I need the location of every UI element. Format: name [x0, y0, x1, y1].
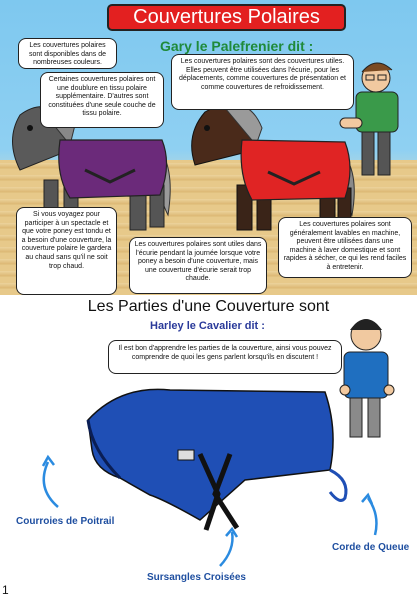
page-number: 1: [2, 583, 9, 597]
gary-speaker-title: Gary le Palefrenier dit :: [160, 38, 314, 54]
section-heading: Les Parties d'une Couverture sont: [87, 298, 330, 315]
speech-bubble-uses: Les couvertures polaires sont des couvertures utiles. Elles peuvent être utilisées dans l'écurie, pour les déplacements, comme couvertures de présentation et comme couvertures de refroidissement.: [171, 54, 354, 110]
page-title: Couvertures Polaires: [107, 4, 346, 31]
label-chest-straps: Courroies de Poitrail: [16, 516, 115, 527]
speech-bubble-travel: Si vous voyagez pour participer à un spectacle et que votre poney est tondu et a besoin d'une couverture, la couverture polaire le gardera au chaud sans qu'il ne soit trop chaud.: [16, 207, 117, 295]
speech-bubble-parts: Il est bon d'apprendre les parties de la couverture, ainsi vous pouvez comprendre de quoi les gens parlent lorsqu'ils en discutent !: [108, 340, 342, 374]
speech-bubble-stable: Les couvertures polaires sont utiles dans l'écurie pendant la journée lorsque votre poney a besoin d'une couverture, mais une couverture d'écurie serait trop chaude.: [129, 237, 267, 294]
label-tail-cord: Corde de Queue: [332, 542, 410, 553]
label-cross-surcingles: Sursangles Croisées: [147, 572, 246, 583]
speech-bubble-lining: Certaines couvertures polaires ont une doublure en tissu polaire supplémentaire. D'autres sont constituées d'une seule couche de tissu polaire.: [40, 72, 164, 128]
speech-bubble-colours: Les couvertures polaires sont disponibles dans de nombreuses couleurs.: [18, 38, 117, 69]
speech-bubble-washable: Les couvertures polaires sont généralement lavables en machine, peuvent être utilisées dans une machine à laver domestique et sont rapides à sécher, ce qui les rend faciles à entretenir.: [278, 217, 412, 278]
harley-speaker-title: Harley le Cavalier dit :: [150, 320, 265, 332]
